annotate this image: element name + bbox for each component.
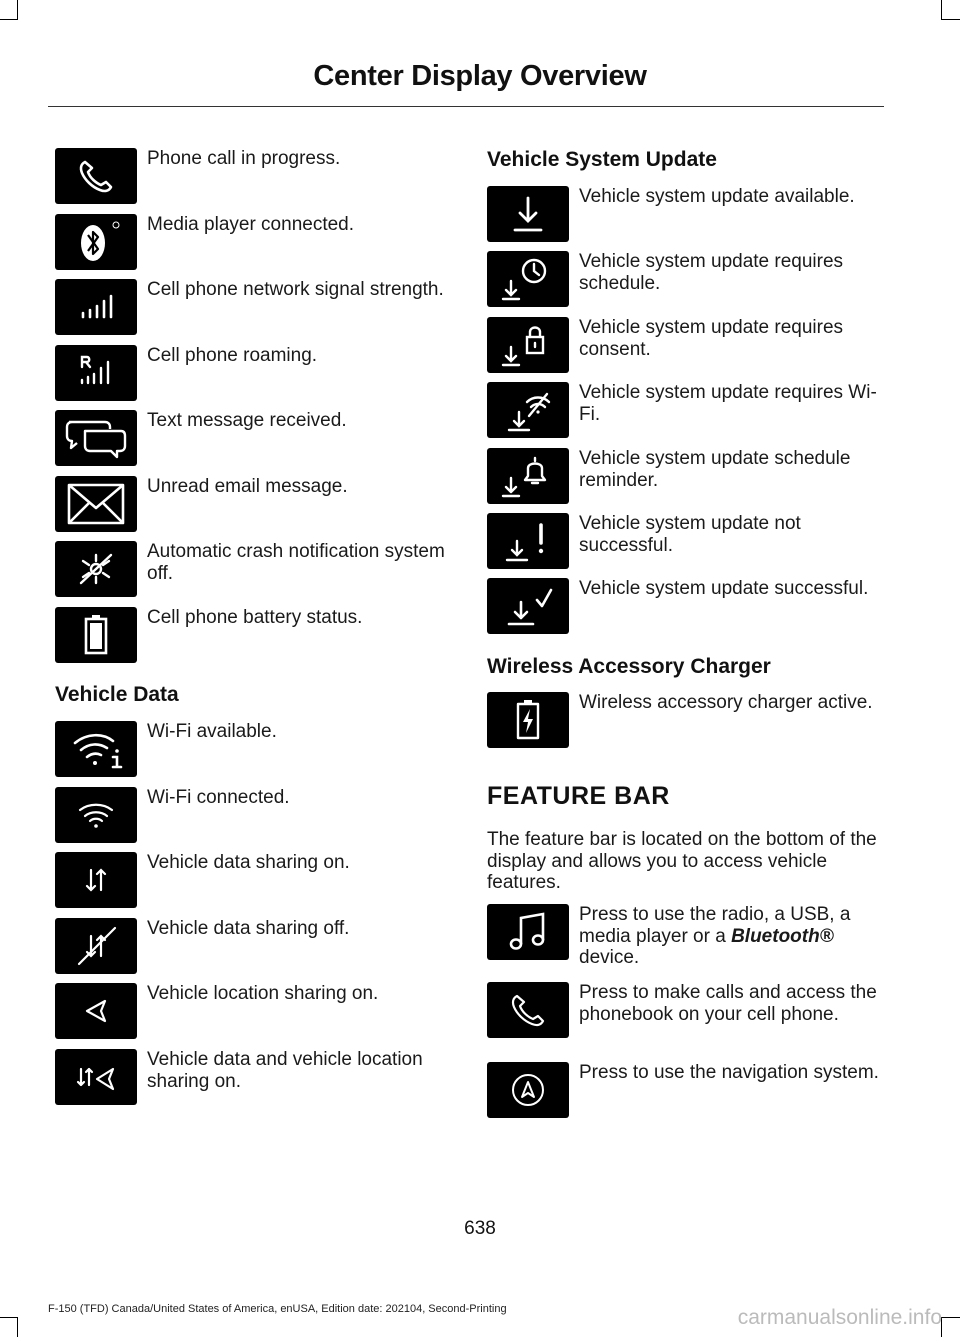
entry-text: Press to make calls and access the phonebook on your cell phone. — [579, 982, 877, 1025]
section-heading-system-update: Vehicle System Update — [487, 148, 717, 171]
feature-bar-paragraph: The feature bar is located on the bottom of the display and allows you to access vehicle features. — [487, 829, 877, 893]
footer-edition: F-150 (TFD) Canada/United States of America, enUSA, Edition date: 202104, Second-Printing — [48, 1303, 507, 1315]
wifi-available-icon — [55, 721, 137, 777]
data-location-sharing-icon — [55, 1049, 137, 1105]
navigation-icon — [487, 1062, 569, 1118]
crop-mark — [0, 19, 18, 20]
crop-mark — [17, 0, 18, 20]
entry-text — [579, 904, 881, 969]
email-icon — [55, 476, 137, 532]
entry-text: Media player connected. — [147, 214, 355, 235]
update-available-icon — [487, 186, 569, 242]
entry-text: Unread email message. — [147, 476, 348, 497]
wifi-connected-icon — [55, 787, 137, 843]
wireless-charger-icon — [487, 692, 569, 748]
crop-mark — [941, 0, 942, 20]
crop-mark — [0, 1317, 18, 1318]
location-sharing-on-icon — [55, 983, 137, 1039]
entry-text: Vehicle location sharing on. — [147, 983, 379, 1004]
entry-text: Vehicle system update available. — [579, 186, 855, 207]
crash-notification-off-icon — [55, 541, 137, 597]
entry-text-part: device. — [579, 947, 640, 968]
phone-icon — [55, 148, 137, 204]
right-column — [487, 0, 887, 1200]
crop-mark — [941, 19, 960, 20]
update-consent-icon — [487, 317, 569, 373]
entry-text: Cell phone roaming. — [147, 345, 318, 366]
entry-text: Vehicle system update requires schedule. — [579, 251, 844, 294]
entry-text: Vehicle system update requires consent. — [579, 317, 844, 360]
section-heading-wireless-charger: Wireless Accessory Charger — [487, 655, 771, 678]
update-schedule-icon — [487, 251, 569, 307]
entry-text: Vehicle system update requires Wi-Fi. — [579, 382, 877, 425]
roaming-icon — [55, 345, 137, 401]
entry-text: Text message received. — [147, 410, 347, 431]
music-note-icon — [487, 904, 569, 960]
data-sharing-on-icon — [55, 852, 137, 908]
entry-text: Wi-Fi available. — [147, 721, 277, 742]
update-reminder-icon — [487, 448, 569, 504]
battery-icon — [55, 607, 137, 663]
left-column — [55, 0, 455, 1200]
entry-text: Vehicle data sharing off. — [147, 918, 350, 939]
entry-text-part: Press to use the radio, a USB, a media player or a — [579, 904, 851, 947]
update-wifi-icon — [487, 382, 569, 438]
crop-mark — [941, 1317, 960, 1318]
entry-text: Vehicle system update schedule reminder. — [579, 448, 851, 491]
section-heading-vehicle-data: Vehicle Data — [55, 683, 179, 706]
phone-feature-icon — [487, 982, 569, 1038]
entry-text: Press to use the navigation system. — [579, 1062, 879, 1083]
entry-text: Cell phone battery status. — [147, 607, 363, 628]
entry-text: Vehicle data and vehicle location sharing on. — [147, 1049, 423, 1092]
watermark: carmanualsonline.info — [737, 1306, 942, 1329]
update-failed-icon — [487, 513, 569, 569]
data-sharing-off-icon — [55, 918, 137, 974]
text-message-icon — [55, 410, 137, 466]
entry-text: Wireless accessory charger active. — [579, 692, 873, 713]
entry-text: Wi-Fi connected. — [147, 787, 290, 808]
entry-text: Cell phone network signal strength. — [147, 279, 444, 300]
entry-text: Phone call in progress. — [147, 148, 341, 169]
page-number: 638 — [464, 1218, 496, 1239]
bluetooth-icon — [55, 214, 137, 270]
entry-text: Automatic crash notification system off. — [147, 541, 445, 584]
page-title: Center Display Overview — [313, 60, 647, 92]
entry-text: Vehicle data sharing on. — [147, 852, 350, 873]
update-success-icon — [487, 578, 569, 634]
signal-strength-icon — [55, 279, 137, 335]
bluetooth-brand: Bluetooth® — [731, 925, 834, 947]
section-heading-feature-bar: FEATURE BAR — [487, 782, 670, 810]
entry-text: Vehicle system update successful. — [579, 578, 869, 599]
crop-mark — [17, 1317, 18, 1337]
entry-text: Vehicle system update not successful. — [579, 513, 801, 556]
